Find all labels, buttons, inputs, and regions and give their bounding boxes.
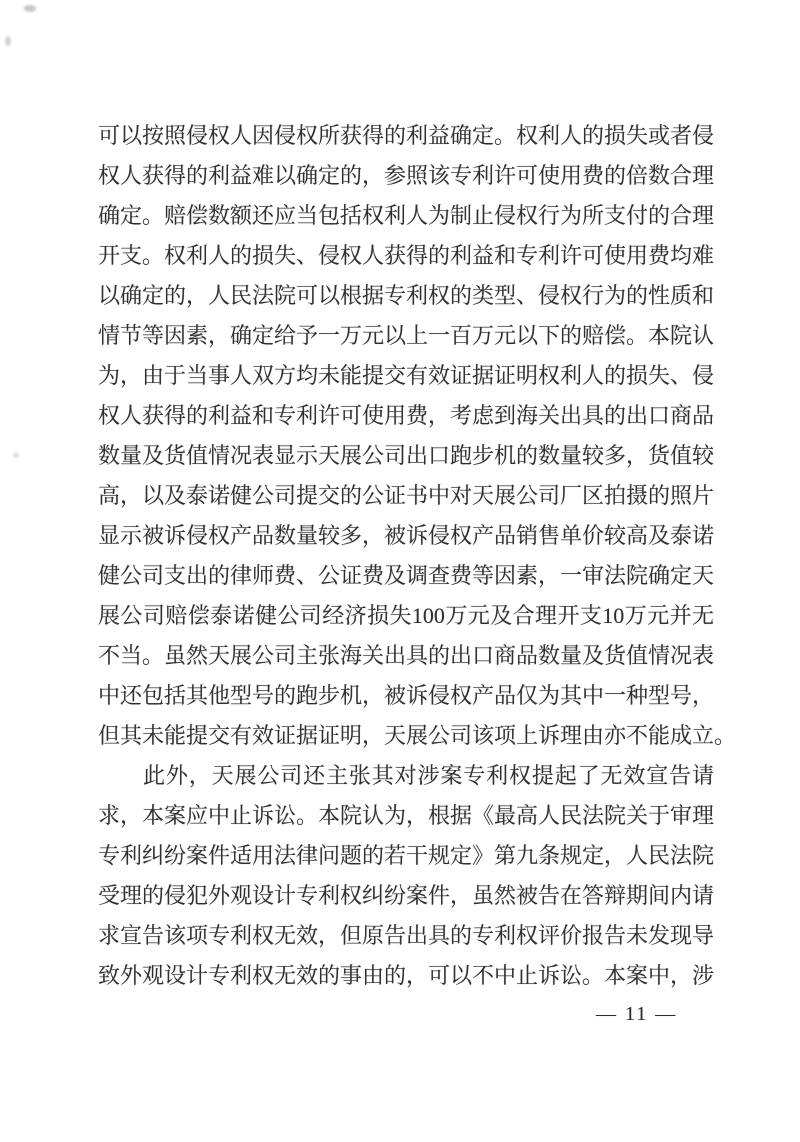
scan-speck [5, 36, 11, 46]
text-line: 受理的侵犯外观设计专利权纠纷案件，虽然被告在答辩期间内请 [98, 883, 715, 908]
text-line: 可以按照侵权人因侵权所获得的利益确定。权利人的损失或者侵 [98, 123, 715, 148]
text-line: 确定。赔偿数额还应当包括权利人为制止侵权行为所支付的合理 [98, 203, 715, 228]
page-number: — 11 — [596, 1003, 678, 1025]
text-line: 高，以及泰诺健公司提交的公证书中对天展公司厂区拍摄的照片 [98, 483, 715, 508]
text-line: 显示被诉侵权产品数量较多，被诉侵权产品销售单价较高及泰诺 [98, 523, 715, 548]
body-text [98, 116, 737, 996]
text-line: 情节等因素，确定给予一万元以上一百万元以下的赔偿。本院认 [98, 323, 715, 348]
text-line: 此外，天展公司还主张其对涉案专利权提起了无效宣告请 [143, 763, 714, 788]
text-line: 致外观设计专利权无效的事由的，可以不中止诉讼。本案中，涉 [98, 963, 715, 988]
text-line: 数量及货值情况表显示天展公司出口跑步机的数量较多，货值较 [98, 443, 715, 468]
text-line: 健公司支出的律师费、公证费及调查费等因素，一审法院确定天 [98, 563, 715, 588]
text-line: 中还包括其他型号的跑步机，被诉侵权产品仅为其中一种型号， [98, 683, 715, 708]
text-line: 但其未能提交有效证据证明，天展公司该项上诉理由亦不能成立。 [98, 723, 737, 748]
scan-speck [24, 5, 36, 12]
text-line: 展公司赔偿泰诺健公司经济损失100万元及合理开支10万元并无 [98, 603, 714, 628]
text-line: 求，本案应中止诉讼。本院认为，根据《最高人民法院关于审理 [98, 803, 715, 828]
text-line: 开支。权利人的损失、侵权人获得的利益和专利许可使用费均难 [98, 243, 715, 268]
text-line: 以确定的，人民法院可以根据专利权的类型、侵权行为的性质和 [98, 283, 715, 308]
text-line: 不当。虽然天展公司主张海关出具的出口商品数量及货值情况表 [98, 643, 715, 668]
text-line: 权人获得的利益和专利许可使用费，考虑到海关出具的出口商品 [98, 403, 715, 428]
text-line: 求宣告该项专利权无效，但原告出具的专利权评价报告未发现导 [98, 923, 715, 948]
scan-speck [13, 452, 19, 458]
text-line: 为，由于当事人双方均未能提交有效证据证明权利人的损失、侵 [98, 363, 715, 388]
text-line: 专利纠纷案件适用法律问题的若干规定》第九条规定，人民法院 [98, 843, 715, 868]
text-line: 权人获得的利益难以确定的，参照该专利许可使用费的倍数合理 [98, 163, 715, 188]
